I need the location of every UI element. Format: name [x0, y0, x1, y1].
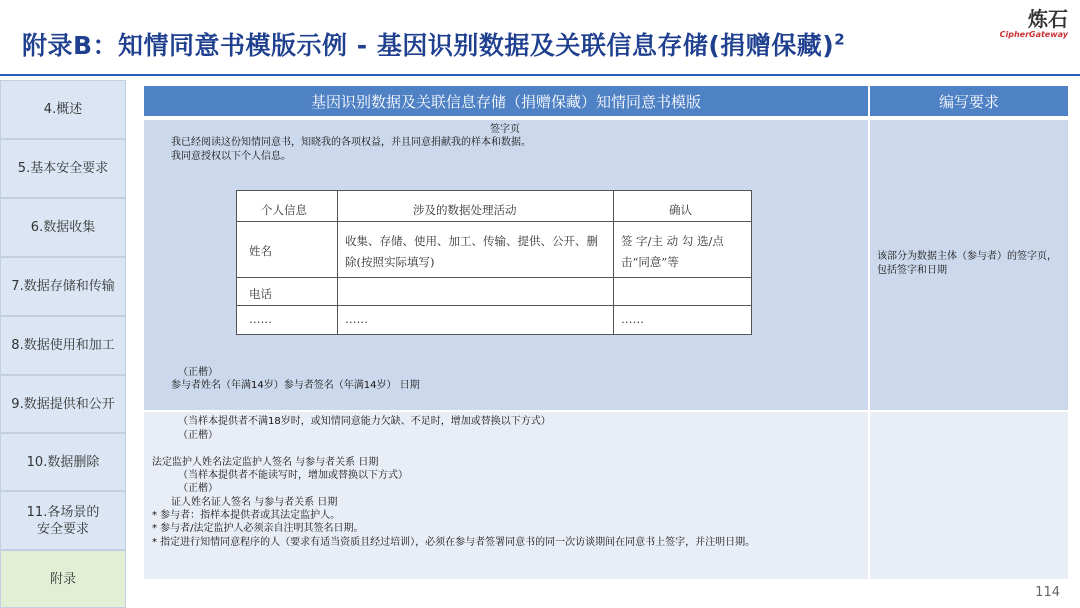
consent-statement: 我已经阅读这份知情同意书，知晓我的各项权益，并且同意捐献我的样本和数据。	[171, 137, 531, 148]
minor-condition-note: （当样本提供者不满18岁时，或知情同意能力欠缺、不足时，增加或替换以下方式）	[178, 416, 551, 427]
logo-chinese: 炼石	[1028, 7, 1068, 31]
nav-item-data-collection[interactable]: 6.数据收集	[0, 198, 126, 257]
row-name-processing-1: 收集、存储、使用、加工、传输、提供、公开、删	[345, 234, 598, 248]
nav-item-data-deletion[interactable]: 10.数据删除	[0, 433, 126, 491]
logo-english: CipherGateway	[999, 30, 1068, 39]
footnote-designated-person: * 指定进行知情同意程序的人（要求有适当资质且经过培训），必须在参与者签署同意书的同一次访谈期间在同意书上签字，并注明日期。	[152, 537, 756, 548]
illiterate-condition-note: （当样本提供者不能读写时，增加或替换以下方式）	[178, 470, 408, 481]
row-ellipsis-1: ……	[249, 312, 272, 326]
witness-signature-line: 证人姓名证人签名 与参与者关系 日期	[171, 497, 338, 508]
page-number: 114	[1035, 585, 1060, 600]
footnote-participant: * 参与者：指样本提供者或其法定监护人。	[152, 510, 341, 521]
title-superscript: 2	[834, 30, 846, 49]
guardian-signature-line: 法定监护人姓名法定监护人签名 与参与者关系 日期	[152, 457, 379, 468]
footnote-date: * 参与者/法定监护人必须亲自注明其签名日期。	[152, 523, 364, 534]
signature-page-heading: 签字页	[490, 124, 520, 135]
regular-script-note-3: （正楷）	[178, 483, 218, 494]
guardian-section-cell	[144, 412, 868, 579]
col-header-processing: 涉及的数据处理活动	[413, 203, 517, 217]
row-name-processing-2: 除(按照实际填写)	[345, 255, 435, 269]
brand-logo	[1000, 8, 1068, 39]
row-name-label: 姓名	[249, 244, 272, 258]
signature-requirement-text: 该部分为数据主体（参与者）的签字页，包括签字和日期	[877, 251, 1057, 276]
row-name-confirm-2: 击“同意”等	[621, 255, 679, 269]
personal-info-table	[236, 190, 752, 335]
col-header-confirm: 确认	[669, 203, 692, 217]
table-header-requirements: 编写要求	[870, 86, 1068, 116]
authorization-statement: 我同意授权以下个人信息。	[171, 151, 291, 162]
regular-script-note-2: （正楷）	[178, 430, 218, 441]
col-header-personal-info: 个人信息	[261, 203, 307, 217]
nav-item-appendix[interactable]: 附录	[0, 550, 126, 608]
requirement-cell-empty	[870, 412, 1068, 579]
nav-item-scenario-security[interactable]: 11.各场景的 安全要求	[0, 491, 126, 550]
nav-item-overview[interactable]: 4.概述	[0, 80, 126, 139]
row-phone-label: 电话	[249, 287, 272, 301]
regular-script-note: （正楷）	[178, 367, 218, 378]
nav-item-use-processing[interactable]: 8.数据使用和加工	[0, 316, 126, 375]
sidebar-nav	[0, 78, 128, 608]
row-ellipsis-2: ……	[345, 312, 368, 326]
participant-signature-line: 参与者姓名（年满14岁）参与者签名（年满14岁） 日期	[171, 380, 420, 391]
row-ellipsis-3: ……	[621, 312, 644, 326]
table-header-template: 基因识别数据及关联信息存储（捐赠保藏）知情同意书模版	[144, 86, 868, 116]
title-divider	[0, 74, 1080, 76]
row-name-confirm-1: 签 字/主 动 勾 选/点	[621, 234, 724, 248]
slide-title: 附录B：知情同意书模版示例 - 基因识别数据及关联信息存储(捐赠保藏)$^2$	[22, 30, 846, 60]
nav-item-storage-transfer[interactable]: 7.数据存储和传输	[0, 257, 126, 316]
nav-item-basic-security[interactable]: 5.基本安全要求	[0, 139, 126, 198]
nav-item-provision-disclosure[interactable]: 9.数据提供和公开	[0, 375, 126, 433]
